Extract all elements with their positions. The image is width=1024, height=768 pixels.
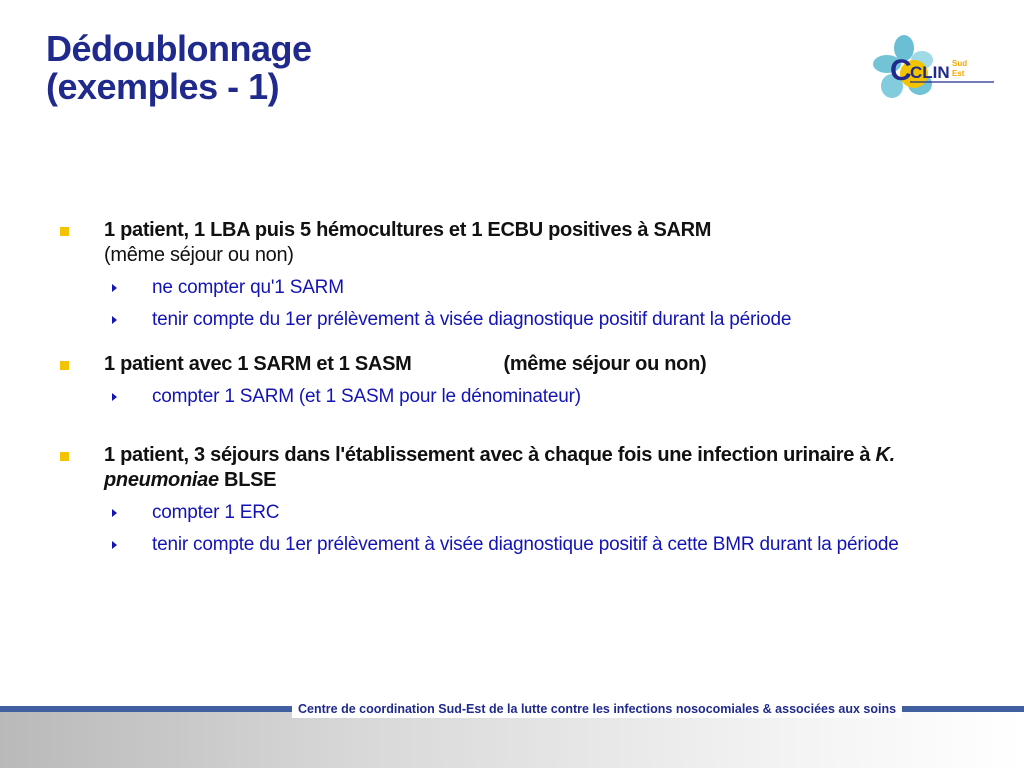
slide-title-line-1: Dédoublonnage bbox=[46, 28, 312, 69]
square-bullet-icon bbox=[60, 361, 69, 370]
sub-item bbox=[104, 308, 956, 332]
bullet-item-2 bbox=[56, 352, 956, 409]
bullet-item-2-sublist bbox=[104, 385, 956, 409]
bullet-item-1-sublist bbox=[104, 276, 956, 332]
triangle-bullet-icon bbox=[112, 393, 117, 401]
bullet-item-3-bold-a: 1 patient, 3 séjours dans l'établissement avec à chaque fois une infection urinaire à bbox=[104, 444, 876, 466]
logo-est-text: Est bbox=[952, 69, 965, 78]
bullet-item-1-text bbox=[104, 218, 956, 268]
cclin-logo bbox=[870, 34, 1000, 106]
logo-c-letter: C bbox=[890, 54, 912, 87]
sub-item bbox=[104, 385, 956, 409]
cclin-logo-graphic bbox=[870, 34, 1000, 106]
logo-clin-text: CLIN bbox=[910, 63, 950, 82]
sub-item bbox=[104, 533, 956, 557]
square-bullet-icon bbox=[60, 227, 69, 236]
sub-item-text: tenir compte du 1er prélèvement à visée diagnostique positif à cette BMR durant la période bbox=[152, 534, 899, 555]
triangle-bullet-icon bbox=[112, 284, 117, 292]
bullet-item-2-text bbox=[104, 352, 956, 377]
slide-content bbox=[56, 218, 956, 557]
sub-item-text: compter 1 ERC bbox=[152, 502, 280, 523]
footer-text: Centre de coordination Sud-Est de la lutte contre les infections nosocomiales & associées aux soins bbox=[292, 700, 902, 718]
slide-title-line-2: (exemples - 1) bbox=[46, 66, 280, 107]
bullet-item-1 bbox=[56, 218, 956, 332]
sub-item-text: compter 1 SARM (et 1 SASM pour le dénominateur) bbox=[152, 386, 581, 407]
bullet-item-2-bold-a: 1 patient avec 1 SARM et 1 SASM bbox=[104, 353, 412, 375]
footer-background bbox=[0, 712, 1024, 768]
triangle-bullet-icon bbox=[112, 541, 117, 549]
bullet-item-2-bold-b: (même séjour ou non) bbox=[503, 353, 707, 375]
slide-title bbox=[46, 30, 312, 106]
bullet-item-3-sublist bbox=[104, 501, 956, 557]
sub-item bbox=[104, 501, 956, 525]
sub-item-text: tenir compte du 1er prélèvement à visée diagnostique positif durant la période bbox=[152, 309, 792, 330]
bullet-item-3-species: K. pneumoniae bbox=[104, 444, 895, 491]
sub-item bbox=[104, 276, 956, 300]
bullet-item-3 bbox=[56, 443, 956, 557]
triangle-bullet-icon bbox=[112, 316, 117, 324]
bullet-item-3-text bbox=[104, 443, 956, 493]
bullet-item-3-bold-b: BLSE bbox=[218, 469, 277, 491]
sub-item-text: ne compter qu'1 SARM bbox=[152, 277, 344, 298]
triangle-bullet-icon bbox=[112, 509, 117, 517]
logo-sud-text: Sud bbox=[952, 59, 968, 68]
bullet-item-1-bold: 1 patient, 1 LBA puis 5 hémocultures et 1 ECBU positives à SARM bbox=[104, 219, 712, 241]
square-bullet-icon bbox=[60, 452, 69, 461]
bullet-item-1-normal: (même séjour ou non) bbox=[104, 244, 294, 266]
